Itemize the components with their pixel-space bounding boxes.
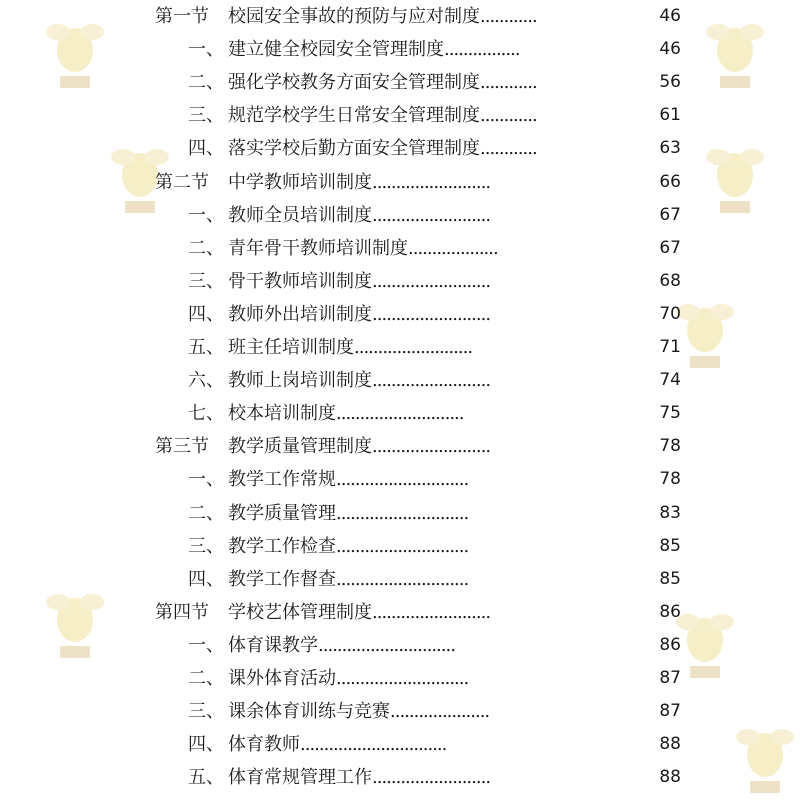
toc-page-number: 87 — [659, 701, 681, 722]
toc-item-row — [0, 199, 800, 232]
toc-page-number: 86 — [659, 601, 681, 622]
toc-entry-title-text: 建立健全校园安全管理制度 — [228, 39, 444, 61]
toc-item-row — [0, 629, 800, 662]
toc-entry-title-text: 教学工作检查 — [228, 535, 336, 557]
toc-entry-title-text: 班主任培训制度 — [228, 337, 354, 358]
toc-page-number: 67 — [659, 237, 681, 258]
toc-entry-title — [228, 331, 472, 364]
toc-entry-number: 一、 — [188, 469, 224, 491]
toc-entry-title — [228, 232, 498, 265]
toc-entry-title — [228, 695, 489, 728]
toc-entry-number: 二、 — [188, 668, 224, 689]
toc-page-number: 61 — [659, 105, 681, 126]
toc-entry-number: 四、 — [188, 303, 224, 325]
toc-entry-title-text: 中学教师培训制度 — [228, 171, 372, 193]
toc-entry-number: 三、 — [188, 105, 224, 127]
toc-page-number: 75 — [659, 403, 681, 424]
toc-page-number: 78 — [659, 469, 681, 490]
toc-item-row — [0, 530, 800, 563]
toc-entry-title-text: 学校艺体管理制度 — [228, 601, 372, 623]
toc-entry-number: 三、 — [188, 701, 224, 723]
toc-leader-dots: ................ — [444, 39, 520, 61]
toc-entry-title — [228, 397, 464, 430]
toc-leader-dots: ............ — [480, 6, 537, 27]
toc-entry-number: 二、 — [188, 237, 224, 259]
toc-page-number: 67 — [659, 204, 681, 225]
toc-page-number: 74 — [659, 370, 681, 391]
toc-entry-title — [228, 728, 446, 761]
toc-entry-title — [228, 199, 490, 232]
toc-entry-number: 四、 — [188, 138, 224, 160]
toc-entry-title-text: 落实学校后勤方面安全管理制度 — [228, 138, 480, 160]
toc-leader-dots: ............................ — [336, 535, 469, 557]
toc-leader-dots: ............................ — [336, 568, 469, 590]
toc-entry-title-text: 规范学校学生日常安全管理制度 — [228, 105, 480, 127]
toc-entry-number: 第四节 — [155, 601, 209, 623]
toc-entry-title-text: 体育课教学 — [228, 634, 318, 656]
toc-entry-title — [228, 99, 537, 132]
toc-item-row — [0, 232, 800, 265]
toc-section-row — [0, 166, 800, 199]
toc-entry-title-text: 骨干教师培训制度 — [228, 270, 372, 292]
toc-entry-number: 三、 — [188, 270, 224, 292]
toc-page-number: 68 — [659, 270, 681, 291]
toc-leader-dots: ............................ — [336, 668, 469, 689]
toc-entry-title — [228, 761, 490, 794]
toc-entry-title — [228, 530, 468, 563]
toc-leader-dots: ................... — [408, 237, 498, 259]
toc-leader-dots: ......................... — [354, 337, 473, 358]
toc-leader-dots: ......................... — [372, 303, 491, 325]
toc-page-number: 86 — [659, 634, 681, 655]
toc-entry-title — [228, 596, 490, 629]
toc-page-number: 85 — [659, 568, 681, 589]
toc-item-row — [0, 132, 800, 165]
toc-leader-dots: ............................ — [336, 502, 469, 524]
toc-entry-title — [228, 33, 520, 66]
toc-entry-title — [228, 497, 468, 530]
toc-item-row — [0, 364, 800, 397]
toc-entry-title-text: 教师上岗培训制度 — [228, 370, 372, 392]
toc-entry-title-text: 教师全员培训制度 — [228, 204, 372, 226]
toc-entry-number: 一、 — [188, 204, 224, 226]
toc-item-row — [0, 695, 800, 728]
toc-entry-title-text: 教师外出培训制度 — [228, 303, 372, 325]
toc-entry-title-text: 校园安全事故的预防与应对制度 — [228, 6, 480, 27]
toc-section-row — [0, 0, 800, 33]
toc-entry-title — [228, 166, 490, 199]
toc-page-number: 70 — [659, 303, 681, 324]
toc-entry-title-text: 教学质量管理制度 — [228, 436, 372, 458]
toc-entry-number: 三、 — [188, 535, 224, 557]
toc-entry-title — [228, 629, 455, 662]
toc-entry-title — [228, 430, 490, 463]
toc-section-row — [0, 596, 800, 629]
toc-entry-title — [228, 265, 490, 298]
toc-leader-dots: ............................... — [300, 734, 447, 756]
toc-item-row — [0, 497, 800, 530]
toc-entry-title-text: 体育常规管理工作 — [228, 767, 372, 789]
toc-item-row — [0, 463, 800, 496]
toc-entry-title-text: 体育教师 — [228, 734, 300, 756]
toc-item-row — [0, 66, 800, 99]
toc-entry-title-text: 课外体育活动 — [228, 668, 336, 689]
toc-entry-title — [228, 463, 468, 496]
toc-entry-title — [228, 662, 468, 695]
toc-item-row — [0, 331, 800, 364]
toc-entry-number: 七、 — [188, 403, 224, 425]
toc-entry-title — [228, 66, 537, 99]
toc-entry-title — [228, 132, 537, 165]
toc-entry-number: 五、 — [188, 767, 224, 789]
toc-leader-dots: ........................... — [336, 403, 464, 425]
toc-entry-number: 二、 — [188, 72, 224, 94]
toc-entry-number: 四、 — [188, 568, 224, 590]
toc-page-number: 78 — [659, 436, 681, 457]
toc-leader-dots: ......................... — [372, 171, 491, 193]
toc-entry-title — [228, 298, 490, 331]
toc-leader-dots: ......................... — [372, 767, 491, 789]
toc-page-number: 85 — [659, 535, 681, 556]
toc-page-number: 63 — [659, 138, 681, 159]
toc-entry-title — [228, 563, 468, 596]
toc-entry-number: 四、 — [188, 734, 224, 756]
toc-leader-dots: ............................. — [318, 634, 455, 656]
toc-item-row — [0, 298, 800, 331]
toc-leader-dots: ......................... — [372, 270, 491, 292]
toc-page-number: 46 — [659, 6, 681, 26]
toc-item-row — [0, 265, 800, 298]
toc-page-number: 88 — [659, 767, 681, 788]
toc-entry-title-text: 教学工作常规 — [228, 469, 336, 491]
toc-entry-number: 第一节 — [155, 6, 209, 27]
toc-leader-dots: ............ — [480, 105, 537, 127]
toc-leader-dots: ......................... — [372, 204, 491, 226]
toc-leader-dots: ......................... — [372, 601, 491, 623]
toc-leader-dots: ............ — [480, 138, 537, 160]
toc-leader-dots: ............................ — [336, 469, 469, 491]
toc-entry-title-text: 青年骨干教师培训制度 — [228, 237, 408, 259]
toc-item-row — [0, 563, 800, 596]
toc-item-row — [0, 33, 800, 66]
toc-entry-title-text: 教学质量管理 — [228, 502, 336, 524]
toc-entry-number: 一、 — [188, 39, 224, 61]
toc-entry-title-text: 教学工作督查 — [228, 568, 336, 590]
toc-item-row — [0, 397, 800, 430]
toc-leader-dots: ......................... — [372, 436, 491, 458]
toc-entry-number: 五、 — [188, 337, 224, 358]
toc-page-number: 46 — [659, 39, 681, 60]
toc-leader-dots: ......................... — [372, 370, 491, 392]
toc-entry-title — [228, 0, 537, 33]
toc-entry-number: 二、 — [188, 502, 224, 524]
toc-page-number: 87 — [659, 668, 681, 688]
toc-item-row — [0, 99, 800, 132]
toc-section-row — [0, 430, 800, 463]
toc-page-number: 66 — [659, 171, 681, 192]
toc-entry-number: 第二节 — [155, 171, 209, 193]
toc-leader-dots: ..................... — [390, 701, 490, 723]
toc-page-number: 83 — [659, 502, 681, 523]
toc-entry-number: 一、 — [188, 634, 224, 656]
toc-item-row — [0, 761, 800, 794]
toc-item-row — [0, 662, 800, 695]
toc-entry-number: 六、 — [188, 370, 224, 392]
toc-leader-dots: ............ — [480, 72, 537, 94]
toc-entry-number: 第三节 — [155, 436, 209, 458]
toc-entry-title — [228, 364, 490, 397]
toc-page-number: 88 — [659, 734, 681, 755]
toc-page-number: 56 — [659, 72, 681, 93]
toc-entry-title-text: 校本培训制度 — [228, 403, 336, 425]
toc-entry-title-text: 强化学校教务方面安全管理制度 — [228, 72, 480, 94]
toc-page-number: 71 — [659, 337, 681, 357]
toc-item-row — [0, 728, 800, 761]
toc-entry-title-text: 课余体育训练与竞赛 — [228, 701, 390, 723]
